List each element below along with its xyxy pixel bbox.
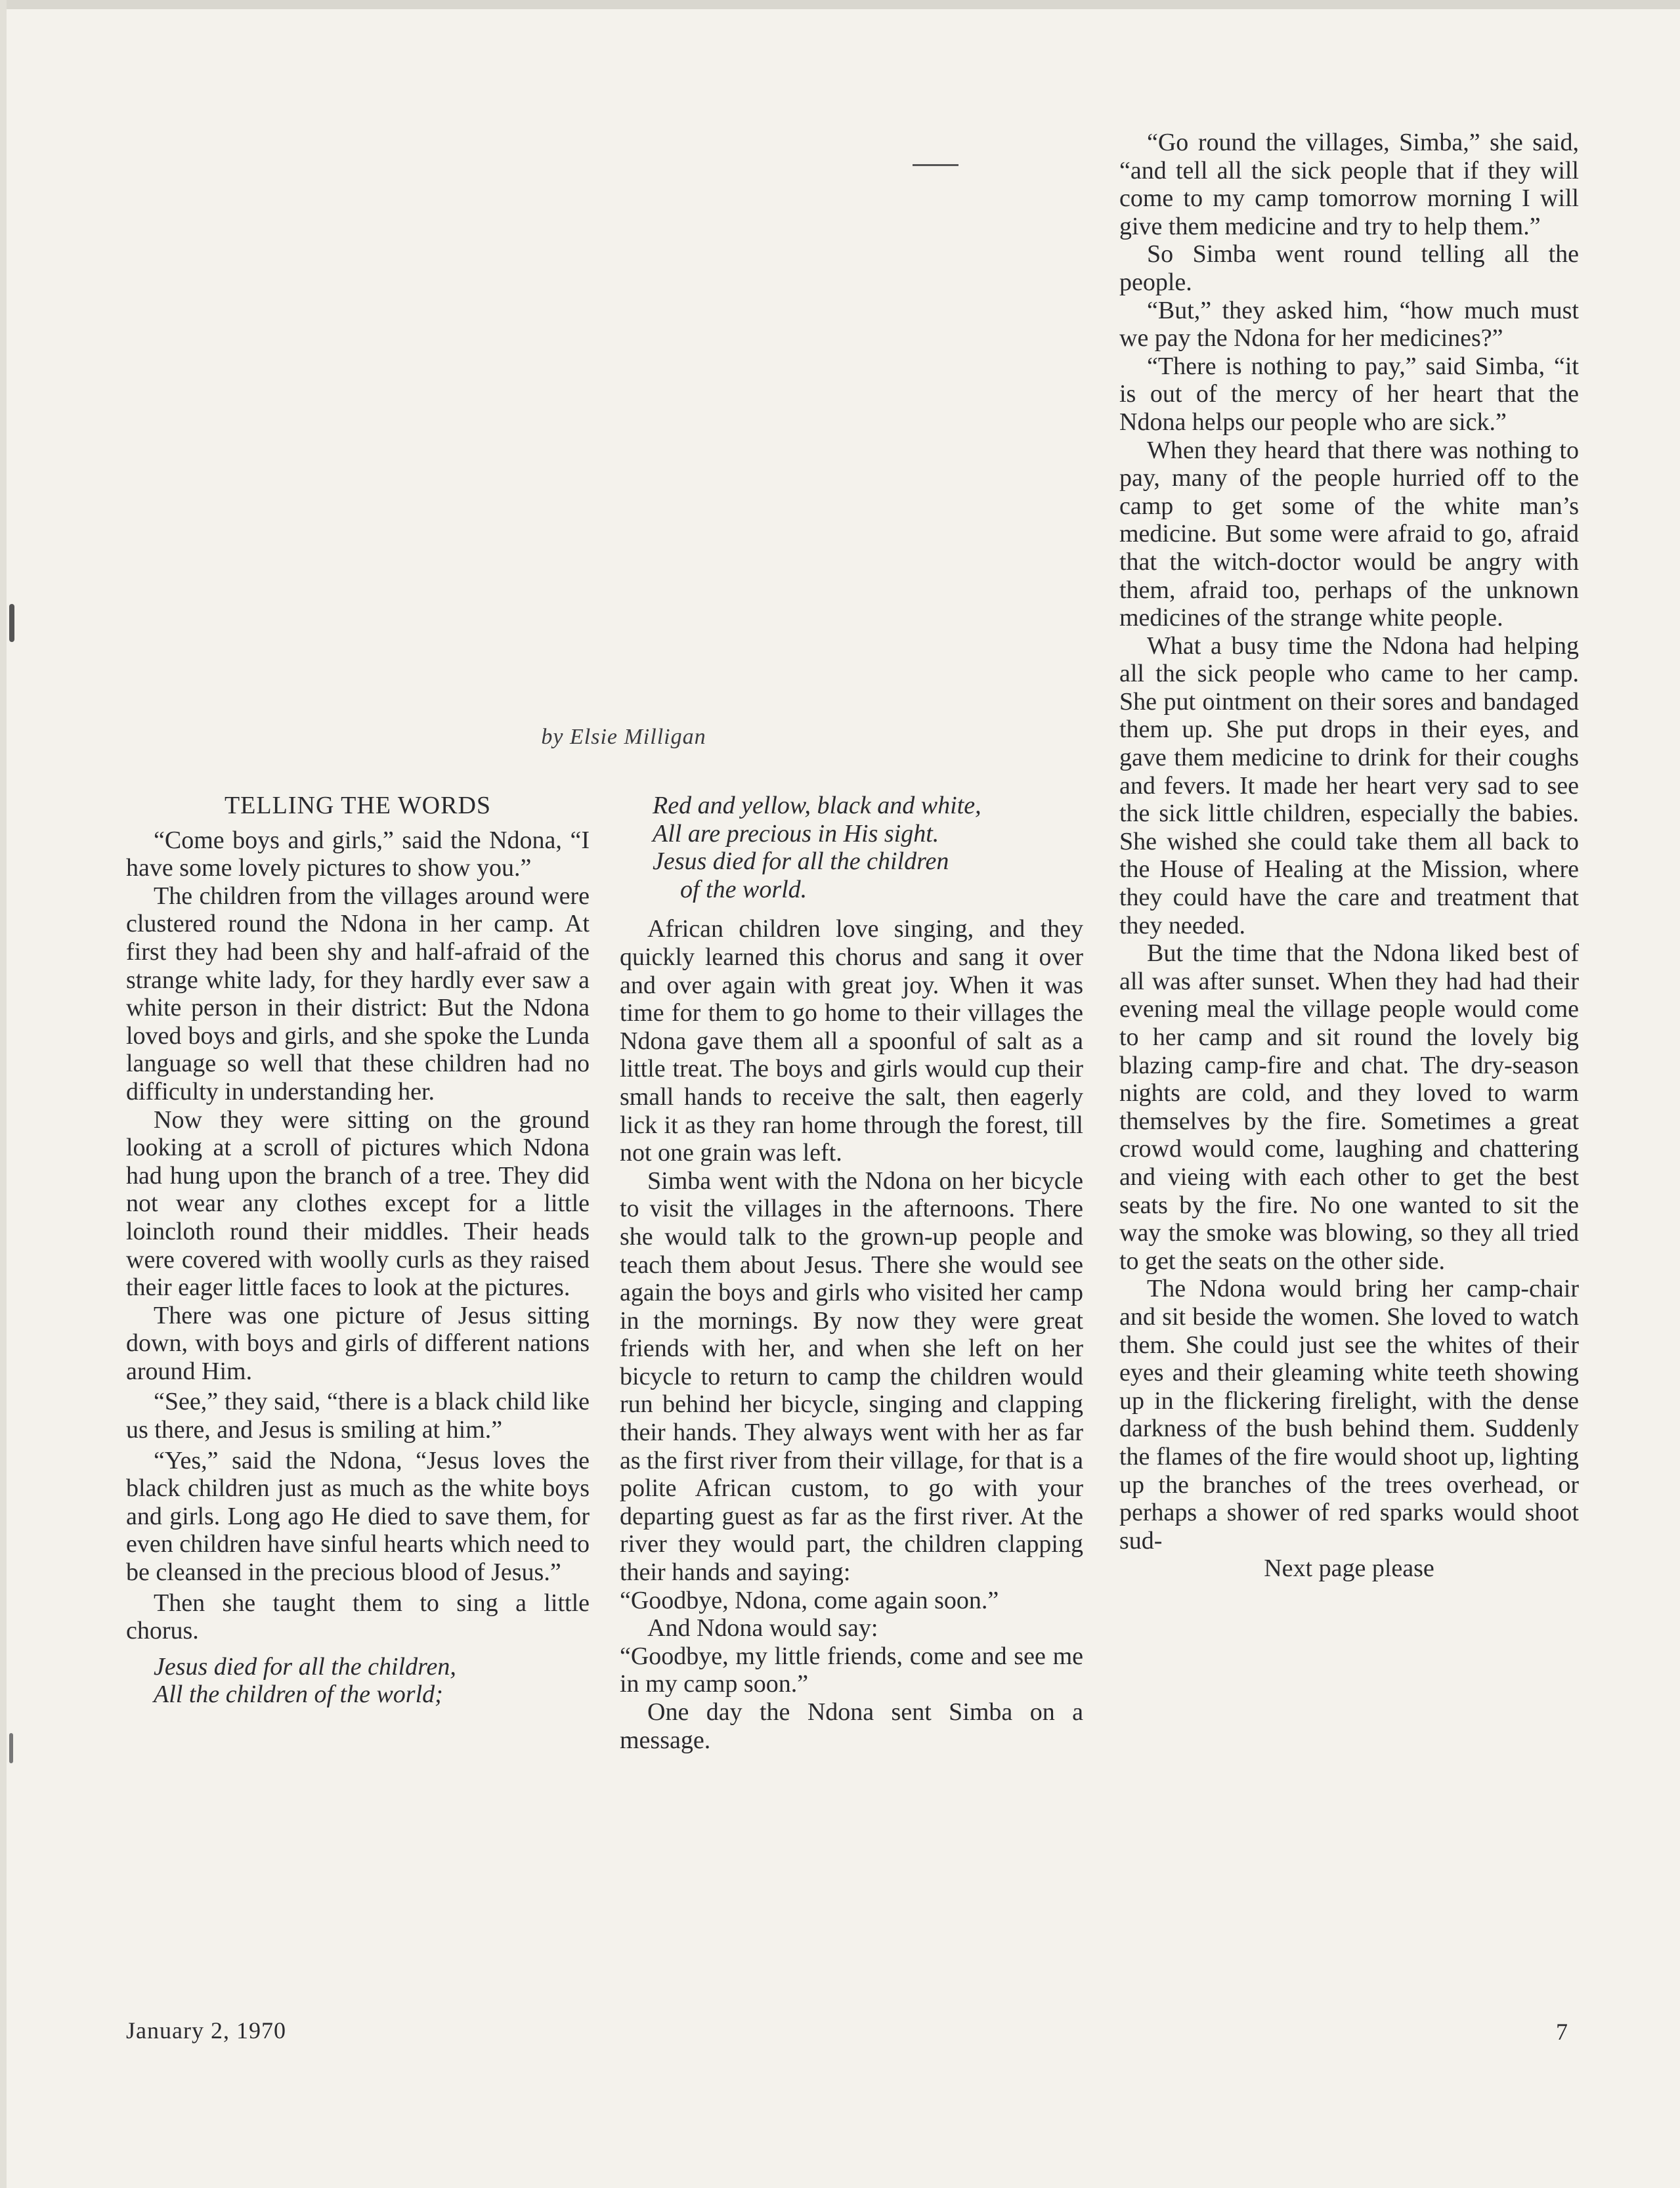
verse-line: Red and yellow, black and white, <box>653 792 981 819</box>
paragraph: “Goodbye, Ndona, come again soon.” <box>620 1586 999 1614</box>
paragraph: “Go round the villages, Simba,” she said, “and tell all the sick people that if they will come to my camp tomorrow morning I will give them medicine and try to help them.” <box>1119 129 1579 240</box>
paragraph: Simba went with the Ndona on her bicycle to visit the villages in the afternoons. There she would talk to the grown-up people and teach them about Jesus. There she would see again the boys and girls who visited her camp in the mornings. By now they were great friends with her, and when she left on her bicycle to return to camp the children would run behind her bicycle, singing and clapping their hands. They always went with her as far as the first river from their village, for that is a polite African custom, to go with your departing guest as far as the first river. At the river they would part, the children clapping their hands and saying: <box>620 1167 1083 1587</box>
verse-line: Jesus died for all the children, <box>154 1652 456 1681</box>
paragraph: Then she taught them to sing a little chorus. <box>126 1589 590 1645</box>
paragraph: “See,” they said, “there is a black child like us there, and Jesus is smiling at him.” <box>126 1388 590 1444</box>
paragraph: “There is nothing to pay,” said Simba, “it is out of the mercy of her heart that the Ndona helps our people who are sick.” <box>1119 352 1579 436</box>
page-edge-left <box>0 0 7 2188</box>
paragraph: There was one picture of Jesus sitting down, with boys and girls of different nations around Him. <box>126 1301 590 1385</box>
column-2 <box>620 792 1083 1754</box>
verse-line: Jesus died for all the children <box>653 847 949 876</box>
issue-date: January 2, 1970 <box>126 2017 286 2044</box>
page-number: 7 <box>1556 2019 1568 2045</box>
scan-mark <box>9 604 14 642</box>
byline: by Elsie Milligan <box>541 725 706 749</box>
paragraph: African children love singing, and they quickly learned this chorus and sang it over and over again with great joy. When it was time for them to go home to their villages the Ndona gave them all a spoonful of salt as a little treat. The boys and girls would cup their small hands to receive the salt, then eagerly lick it as they ran home through the forest, till not one grain was left. <box>620 915 1083 1167</box>
paragraph: Now they were sitting on the ground looking at a scroll of pictures which Ndona had hung upon the branch of a tree. They did not wear any clothes except for a little loincloth round their middles. Their heads were covered with woolly curls as they raised their eager little faces to look at the pictures. <box>126 1105 590 1302</box>
paragraph: “Come boys and girls,” said the Ndona, “I have some lovely pictures to show you.” <box>126 826 590 882</box>
paragraph: “Goodbye, my little friends, come and see me in my camp soon.” <box>620 1642 1083 1698</box>
paragraph: “But,” they asked him, “how much must we pay the Ndona for her medicines?” <box>1119 296 1579 353</box>
chorus-verse <box>653 792 1083 903</box>
page-edge-top <box>0 0 1680 9</box>
chorus-verse <box>154 1653 590 1709</box>
paragraph: When they heard that there was nothing to pay, many of the people hurried off to the camp to get some of the white man’s medicine. But some were afraid to go, afraid that the witch-doctor would be angry with them, afraid too, perhaps of the unknown medicines of the strange white people. <box>1119 436 1579 632</box>
verse-line: of the world. <box>680 875 808 903</box>
column-1 <box>126 792 590 1709</box>
paragraph: “Yes,” said the Ndona, “Jesus loves the black children just as much as the white boys and girls. Long ago He died to save them, for even children have sinful hearts which need to be cleansed in the precious blood of Jesus.” <box>126 1446 590 1587</box>
header-rule <box>913 164 958 166</box>
section-title: TELLING THE WORDS <box>224 792 492 819</box>
column-3 <box>1119 129 1579 1583</box>
paragraph: What a busy time the Ndona had helping all the sick people who came to her camp. She put ointment on their sores and bandaged them up. She put drops in their eyes, and gave them medicine to drink for their coughs and fevers. It made her heart very sad to see the sick little children, especially the babies. She wished she could take them all back to the House of Healing at the Mission, where they could have the care and treatment that they needed. <box>1119 632 1579 939</box>
next-page-note: Next page please <box>1264 1555 1434 1583</box>
paragraph: And Ndona would say: <box>647 1614 878 1642</box>
paragraph: The Ndona would bring her camp-chair and sit beside the women. She loved to watch them. She could just see the whites of their eyes and their gleaming white teeth showing up in the flickering firelight, with the dense darkness of the bush behind them. Suddenly the flames of the fire would shoot up, lighting up the branches of the trees overhead, or perhaps a shower of red sparks would shoot sud- <box>1119 1275 1579 1555</box>
paragraph: One day the Ndona sent Simba on a message. <box>620 1698 1083 1754</box>
verse-line: All are precious in His sight. <box>653 819 939 847</box>
scan-mark <box>9 1733 13 1763</box>
paragraph: But the time that the Ndona liked best of all was after sunset. When they had had their evening meal the village people would come to her camp and sit round the lovely big blazing camp-fire and chat. The dry-season nights are cold, and they loved to warm themselves by the fire. Sometimes a great crowd would come, laughing and chattering and vieing with each other to get the best seats by the fire. No one wanted to sit the way the smoke was blowing, so they all tried to get the seats on the other side. <box>1119 939 1579 1275</box>
verse-line: All the children of the world; <box>154 1681 443 1709</box>
paragraph: So Simba went round telling all the people. <box>1119 240 1579 296</box>
paragraph: The children from the villages around were clustered round the Ndona in her camp. At first they had been shy and half-afraid of the strange white lady, for they hardly ever saw a white person in their district: But the Ndona loved boys and girls, and she spoke the Lunda language so well that these children had no difficulty in understanding her. <box>126 882 590 1105</box>
